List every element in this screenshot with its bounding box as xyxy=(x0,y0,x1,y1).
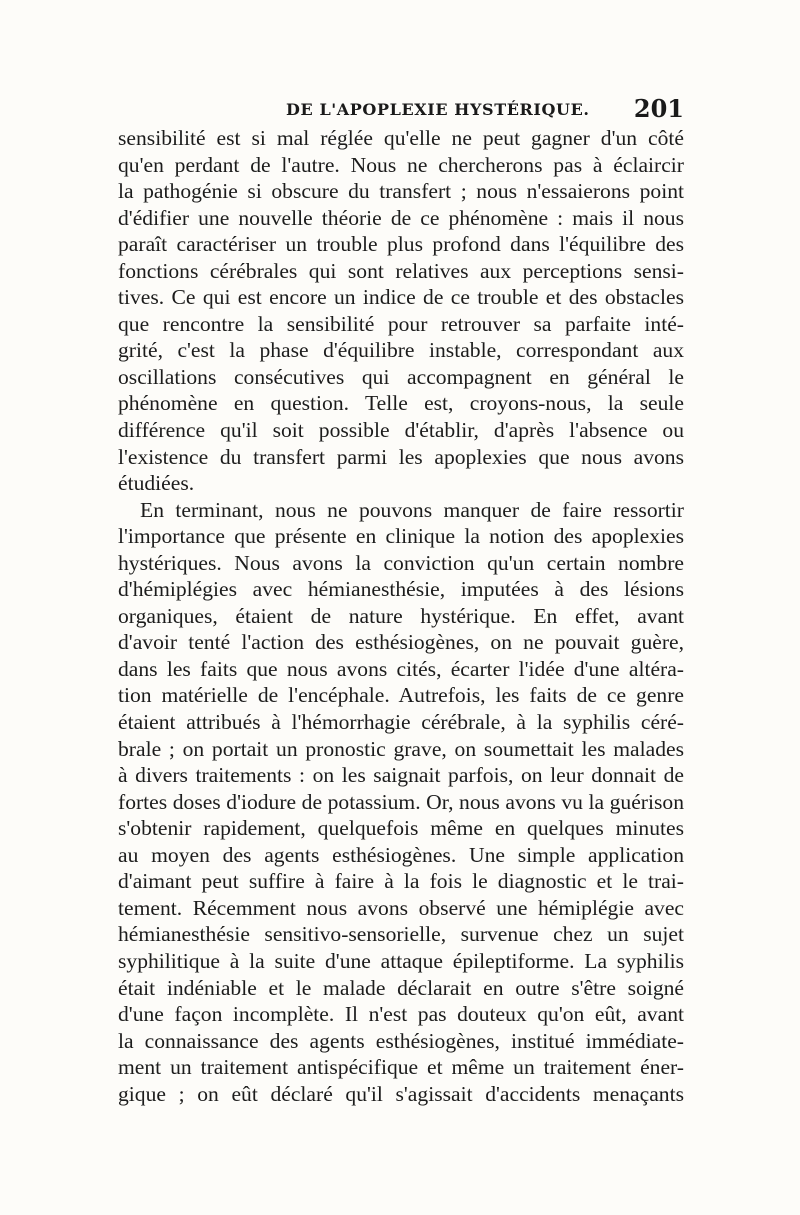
text-line: brale ; on portait un pronostic grave, on soumettait les malades xyxy=(118,736,684,761)
paragraph-1 xyxy=(118,125,684,497)
text-line: En terminant, nous ne pouvons manquer de faire ressortir xyxy=(140,497,684,522)
text-line: gique ; on eût déclaré qu'il s'agissait d'accidents menaçants xyxy=(118,1081,684,1106)
body-text xyxy=(118,125,684,1107)
text-line: tion matérielle de l'encéphale. Autrefois, les faits de ce genre xyxy=(118,683,684,708)
text-line: sensibilité est si mal réglée qu'elle ne peut gagner d'un côté xyxy=(118,126,684,150)
text-line: grité, c'est la phase d'équilibre instable, correspondant aux xyxy=(118,338,684,363)
text-line: fonctions cérébrales qui sont relatives aux perceptions sensi- xyxy=(118,258,684,283)
text-line: qu'en perdant de l'autre. Nous ne chercherons pas à éclaircir xyxy=(118,152,684,177)
text-line: la pathogénie si obscure du transfert ; nous n'essaierons point xyxy=(118,179,684,204)
text-line: s'obtenir rapidement, quelquefois même en quelques minutes xyxy=(118,816,684,841)
text-line: ment un traitement antispécifique et même un traitement éner- xyxy=(118,1055,684,1080)
text-line: syphilitique à la suite d'une attaque épileptiforme. La syphilis xyxy=(118,948,684,973)
text-line: paraît caractériser un trouble plus profond dans l'équilibre des xyxy=(118,232,684,257)
paragraph-2 xyxy=(118,497,684,1108)
text-line: d'aimant peut suffire à faire à la fois le diagnostic et le trai- xyxy=(118,869,684,894)
text-line: organiques, étaient de nature hystérique. En effet, avant xyxy=(118,603,684,628)
text-line: étudiées. xyxy=(118,471,195,496)
text-line: d'avoir tenté l'action des esthésiogènes, on ne pouvait guère, xyxy=(118,630,684,655)
running-title: DE L'APOPLEXIE HYSTÉRIQUE. xyxy=(286,100,590,119)
running-head xyxy=(118,96,684,126)
text-line: la connaissance des agents esthésiogènes, institué immédiate- xyxy=(118,1028,684,1053)
text-line: oscillations consécutives qui accompagnent en général le xyxy=(118,364,684,389)
text-line: tement. Récemment nous avons observé une hémiplégie avec xyxy=(118,895,684,920)
text-line: au moyen des agents esthésiogènes. Une simple application xyxy=(118,842,684,867)
text-line: tives. Ce qui est encore un indice de ce trouble et des obstacles xyxy=(118,285,684,310)
text-line: l'existence du transfert parmi les apoplexies que nous avons xyxy=(118,444,684,469)
text-line: d'édifier une nouvelle théorie de ce phénomène : mais il nous xyxy=(118,205,684,230)
page-number: 201 xyxy=(633,94,684,123)
text-line: d'hémiplégies avec hémianesthésie, imputées à des lésions xyxy=(118,577,684,602)
text-line: d'une façon incomplète. Il n'est pas douteux qu'on eût, avant xyxy=(118,1002,684,1027)
text-line: dans les faits que nous avons cités, écarter l'idée d'une altéra- xyxy=(118,656,684,681)
text-line: étaient attribués à l'hémorrhagie cérébrale, à la syphilis céré- xyxy=(118,710,684,735)
text-line: différence qu'il soit possible d'établir, d'après l'absence ou xyxy=(118,418,684,443)
text-line: phénomène en question. Telle est, croyons-nous, la seule xyxy=(118,391,684,416)
text-line: fortes doses d'iodure de potassium. Or, nous avons vu la guérison xyxy=(118,789,684,814)
text-line: hémianesthésie sensitivo-sensorielle, survenue chez un sujet xyxy=(118,922,684,947)
text-line: à divers traitements : on les saignait parfois, on leur donnait de xyxy=(118,763,684,788)
text-line: l'importance que présente en clinique la notion des apoplexies xyxy=(118,524,684,549)
text-line: que rencontre la sensibilité pour retrouver sa parfaite inté- xyxy=(118,311,684,336)
text-line: hystériques. Nous avons la conviction qu'un certain nombre xyxy=(118,550,684,575)
text-line: était indéniable et le malade déclarait en outre s'être soigné xyxy=(118,975,684,1000)
